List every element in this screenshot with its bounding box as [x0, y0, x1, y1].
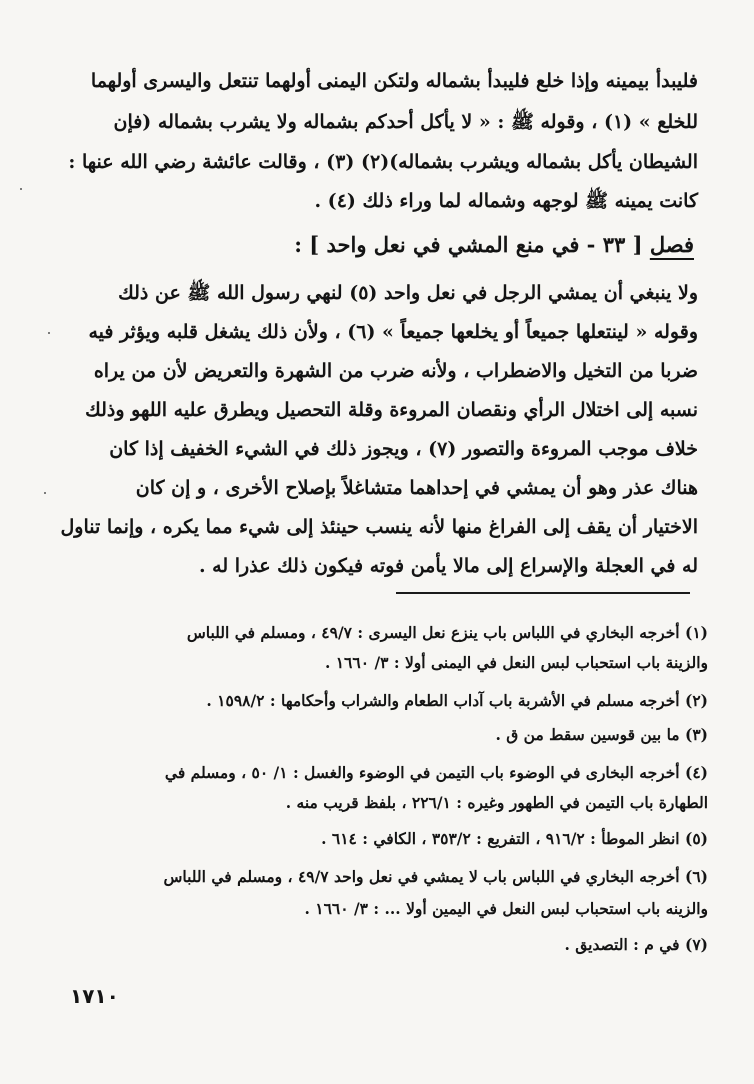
footnote-line-1: (١) أخرجه البخاري في اللباس باب ينزع نعل اليسرى : ٤٩/٧ ، ومسلم في اللباس	[186, 623, 708, 642]
heading-word: فصل	[649, 232, 694, 257]
section-line-5: خلاف موجب المروءة والتصور (٧) ، ويجوز ذلك في الشيء الخفيف إذا كان	[109, 438, 698, 460]
footnote-line-6: الطهارة باب التيمن في الطهور وغيره : ٢٢٦/١ ، بلفظ قريب منه .	[285, 793, 708, 812]
footnote-line-10: (٧) في م : التصديق .	[564, 935, 708, 954]
text-line-2: للخلع » (١) ، وقوله ﷺ : « لا يأكل أحدكم بشماله ولا يشرب بشماله (فإن	[113, 111, 698, 133]
section-line-4: نسبه إلى اختلال الرأي ونقصان المروءة وقلة التحصيل ويطرق عليه اللهو وذلك	[85, 399, 698, 421]
section-line-3: ضربا من التخيل والاضطراب ، ولأنه ضرب من الشهرة والتعريض لأن من يراه	[93, 360, 698, 382]
footnote-line-9: والزينه باب استحباب لبس النعل في اليمين أولا ... : ٣/ ١٦٦٠ .	[304, 899, 708, 918]
section-line-7: الاختيار أن يقف إلى الفراغ منها لأنه ينسب حينئذ إلى شيء مما يكره ، وإنما تناول	[60, 516, 698, 538]
footnote-line-4: (٣) ما بين قوسين سقط من ق .	[495, 725, 708, 744]
heading-title: [ ٣٣ - في منع المشي في نعل واحد ] :	[294, 232, 643, 257]
footnote-line-2: والزينة باب استحباب لبس النعل في اليمنى أولا : ٣/ ١٦٦٠ .	[324, 653, 708, 672]
footnote-separator	[396, 592, 690, 594]
scan-speck	[48, 332, 50, 334]
scan-speck	[20, 188, 22, 190]
page-number: ١٧١٠	[70, 984, 119, 1008]
text-line-4: كانت يمينه ﷺ لوجهه وشماله لما وراء ذلك (٤) .	[314, 190, 698, 212]
section-line-6: هناك عذر وهو أن يمشي في إحداهما متشاغلاً بإصلاح الأخرى ، و إن كان	[135, 477, 698, 499]
section-line-1: ولا ينبغي أن يمشي الرجل في نعل واحد (٥) لنهي رسول الله ﷺ عن ذلك	[118, 282, 698, 304]
scan-speck	[44, 492, 46, 494]
section-heading	[294, 230, 694, 260]
footnote-line-5: (٤) أخرجه البخارى في الوضوء باب التيمن في الوضوء والغسل : ١/ ٥٠ ، ومسلم في	[164, 763, 708, 782]
footnote-line-8: (٦) أخرجه البخاري في اللباس باب لا يمشي في نعل واحد ٤٩/٧ ، ومسلم في اللباس	[163, 867, 708, 886]
footnote-line-7: (٥) انظر الموطأ : ٩١٦/٢ ، التفريع : ٣٥٣/٢ ، الكافي : ٦١٤ .	[321, 829, 708, 848]
footnote-line-3: (٢) أخرجه مسلم في الأشربة باب آداب الطعام والشراب وأحكامها : ١٥٩٨/٢ .	[206, 691, 708, 710]
text-line-1: فليبدأ بيمينه وإذا خلع فليبدأ بشماله ولتكن اليمنى أولهما تنتعل واليسرى أولهما	[90, 70, 698, 92]
text-line-3: الشيطان يأكل بشماله ويشرب بشماله)(٢) (٣) ، وقالت عائشة رضي الله عنها :	[68, 151, 698, 173]
section-line-8: له في العجلة والإسراع إلى مالا يأمن فوته فيكون ذلك عذرا له .	[198, 555, 698, 577]
section-line-2: وقوله « لينتعلها جميعاً أو يخلعها جميعاً » (٦) ، ولأن ذلك يشغل قلبه ويؤثر فيه	[88, 321, 698, 343]
